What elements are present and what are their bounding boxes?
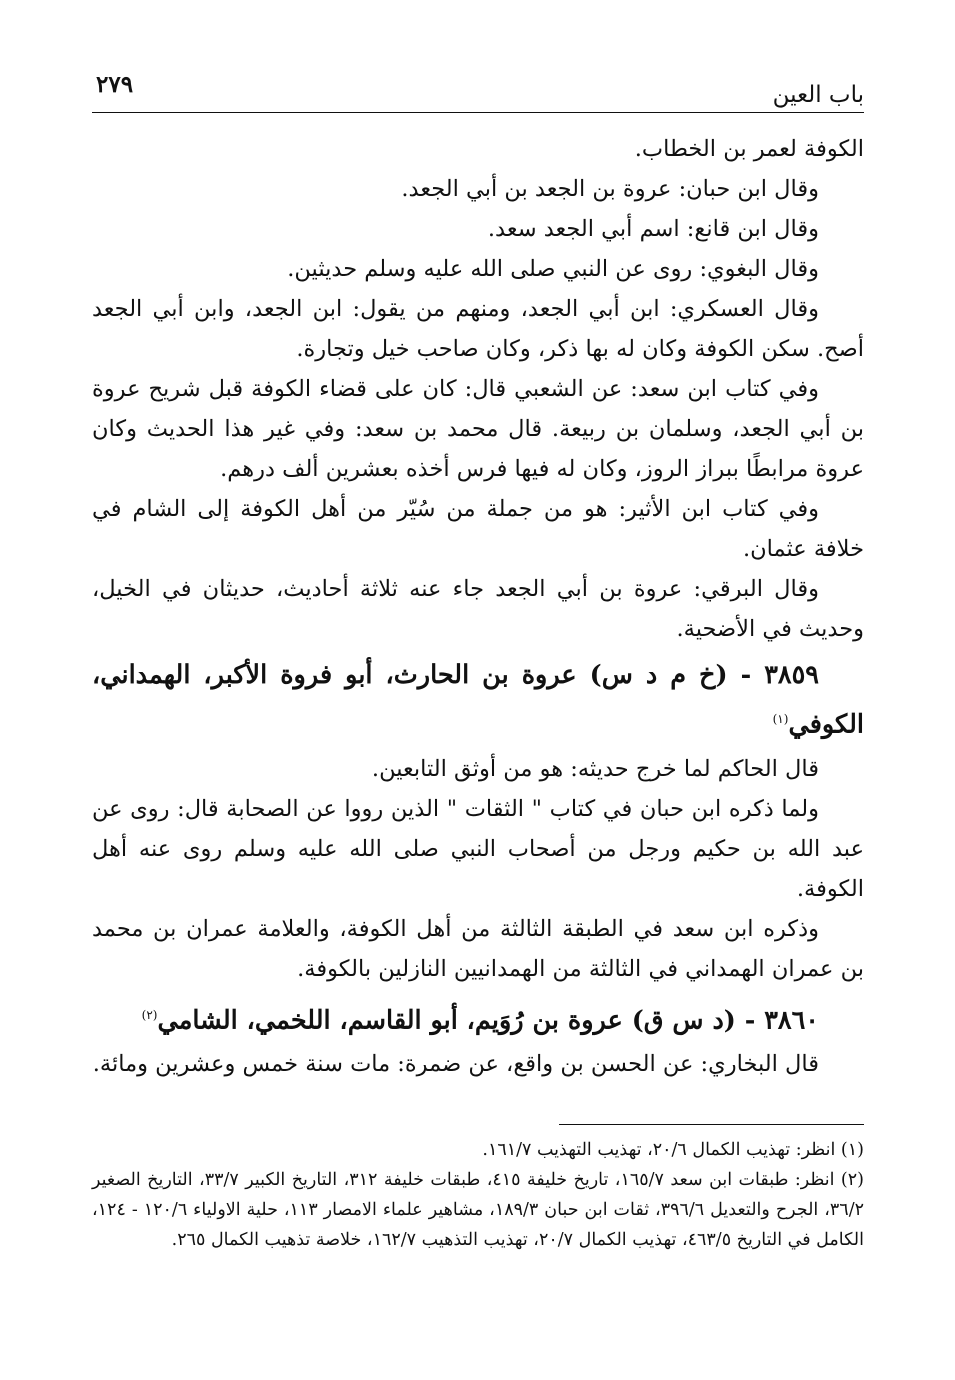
paragraph: وقال ابن قانع: اسم أبي الجعد سعد. [487, 216, 819, 242]
page-header [92, 58, 864, 113]
entry-heading-text: ٣٨٥٩ - (خ م د س) عروة بن الحارث، أبو فروة الأكبر، الهمداني، الكوفي [92, 660, 864, 740]
entry-heading-3859 [92, 653, 864, 747]
paragraph: قال الحاكم لما خرج حديثه: هو من أوثق التابعين. [371, 755, 819, 782]
book-page [92, 58, 864, 1348]
footnote-ref: (٢) [141, 1007, 158, 1022]
entry-heading-text: ٣٨٦٠ - (د س ق) عروة بن رُوَيم، أبو القاسم، اللخمي، الشامي [157, 1005, 819, 1035]
paragraph: وقال ابن حبان: عروة بن الجعد بن أبي الجعد. [401, 176, 819, 202]
footnote-divider [559, 1124, 864, 1125]
paragraph: وفي كتاب ابن سعد: عن الشعبي قال: كان على قضاء الكوفة قبل شريح عروة بن أبي الجعد، وسلمان بن ربيعة. قال محمد بن سعد: وفي غير هذا الحديث وكان عروة مرابطًا ببراز الروز، وكان له فيها فرس أخذه بعشرين ألف درهم. [92, 376, 864, 482]
paragraph: وقال البرقي: عروة بن أبي الجعد جاء عنه ثلاثة أحاديث، حديثان في الخيل، وحديث في الأضحية. [92, 576, 864, 642]
footnote: (٢) انظر: طبقات ابن سعد ١٦٥/٧، تاريخ خليفة ٤١٥، طبقات خليفة ٣١٢، التاريخ الكبير ٣٣/٧، التاريخ الصغير ٣٦/٢، الجرح والتعديل ٣٩٦/٦، ثقات ابن حبان ١٨٩/٣، مشاهير علماء الامصار ١١٣، حلية الاولياء ١٢٠/٦ - ١٢٤، الكامل في التاريخ ٤٦٣/٥، تهذيب الكمال ٢٠/٧، تهذيب التذهيب ١٦٢/٧، خلاصة تذهيب الكمال ٢٦٥. [92, 1170, 864, 1250]
paragraph: الكوفة لعمر بن الخطاب. [634, 136, 864, 162]
footnote: (١) انظر: تهذيب الكمال ٢٠/٦، تهذيب التهذيب ١٦١/٧. [482, 1140, 864, 1160]
paragraph: قال البخاري: عن الحسن بن واقع، عن ضمرة: مات سنة خمس وعشرين ومائة. [92, 1051, 819, 1077]
paragraph: ولما ذكره ابن حبان في كتاب " الثقات " الذين رووا عن الصحابة قال: روى عن عبد الله بن حكيم ورجل من أصحاب النبي صلى الله عليه وسلم روى عنه أهل الكوفة. [92, 795, 864, 902]
paragraph: وقال البغوي: روى عن النبي صلى الله عليه وسلم حديثين. [287, 256, 819, 282]
entry-heading-3860 [92, 993, 864, 1043]
main-text [92, 129, 864, 1084]
paragraph: وفي كتاب ابن الأثير: هو من جملة من سُيّر من أهل الكوفة إلى الشام في خلافة عثمان. [92, 496, 864, 562]
paragraph: وذكره ابن سعد في الطبقة الثالثة من أهل الكوفة، والعلامة عمران بن محمد بن عمران الهمداني في الثالثة من الهمدانيين النازلين بالكوفة. [92, 915, 864, 982]
footnote-ref: (١) [772, 712, 789, 726]
page-number: ٢٧٩ [96, 71, 134, 98]
paragraph: وقال العسكري: ابن أبي الجعد، ومنهم من يقول: ابن الجعد، وابن أبي الجعد أصح. سكن الكوفة وكان له بها ذكر، وكان صاحب خيل وتجارة. [92, 296, 864, 362]
footnotes [92, 1135, 864, 1255]
chapter-title: باب العين [772, 82, 864, 108]
